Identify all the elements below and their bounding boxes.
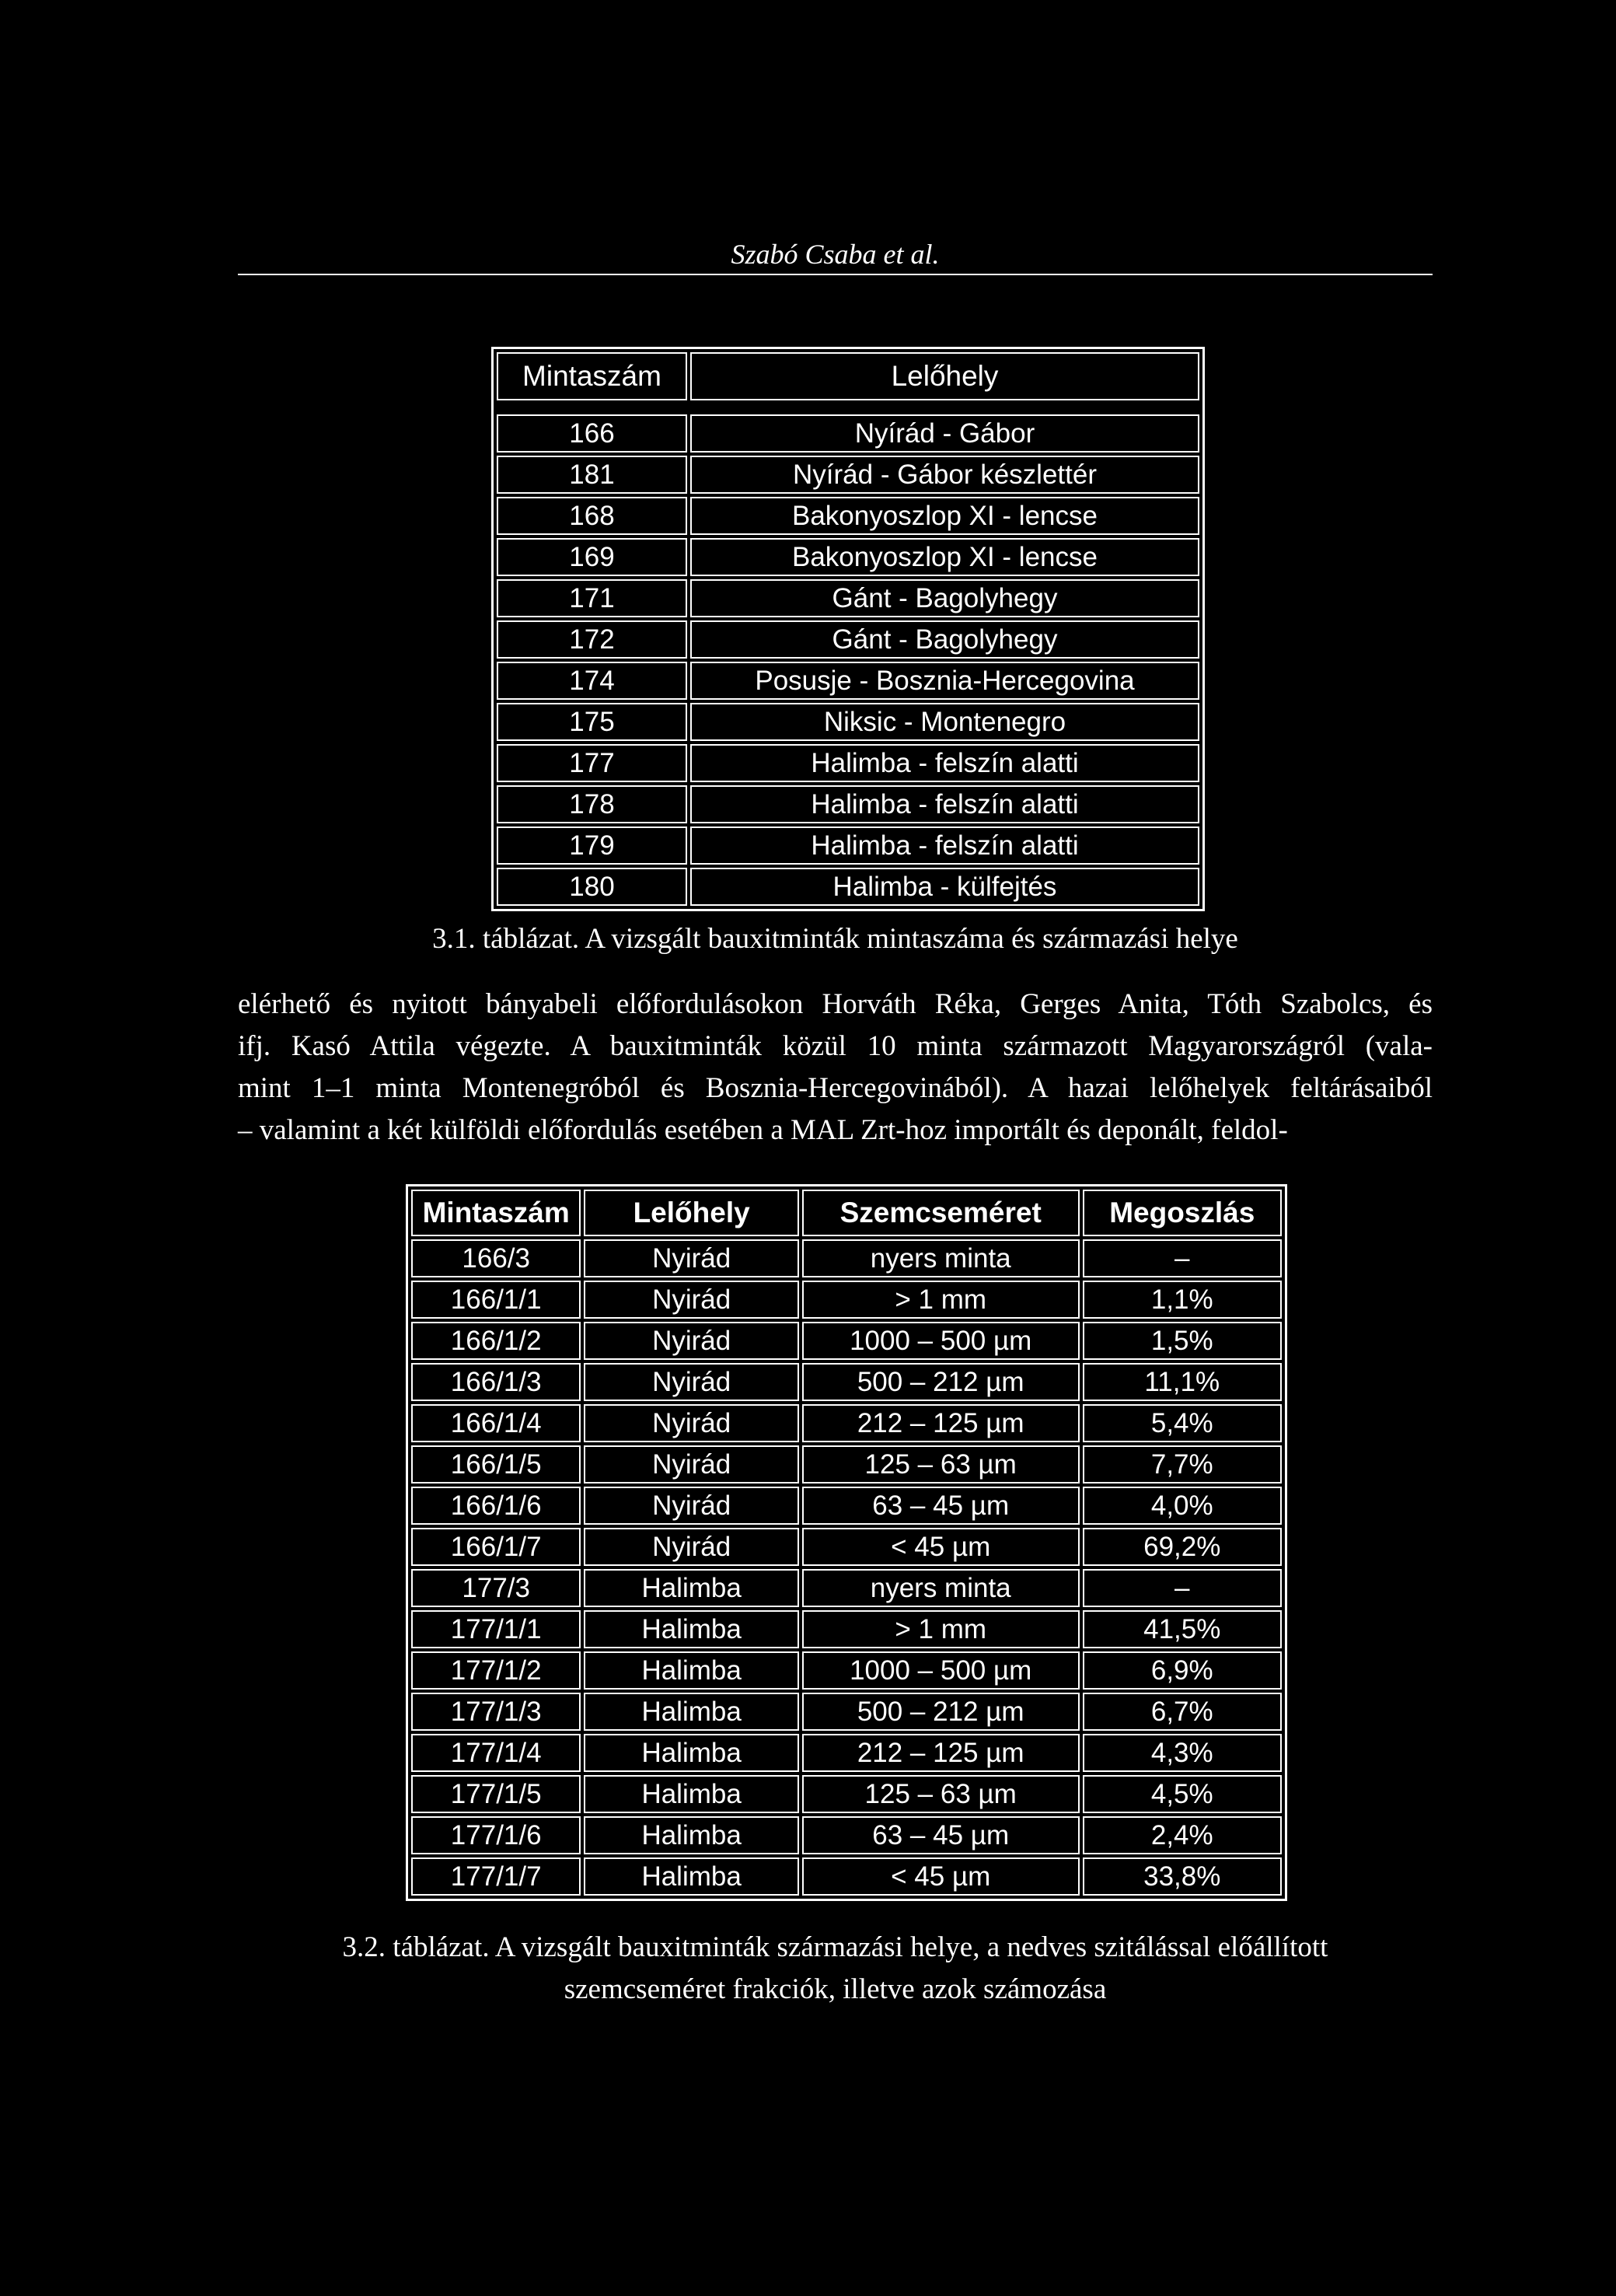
table-row [411, 1281, 1282, 1319]
body-paragraph [238, 984, 1433, 1151]
distribution-cell: 5,4% [1083, 1404, 1282, 1442]
grain-size-cell: 125 – 63 µm [802, 1775, 1080, 1813]
table-row [411, 1569, 1282, 1607]
sample-number-cell: 166/1/6 [411, 1487, 581, 1525]
table-row [497, 826, 1199, 865]
table-row [497, 662, 1199, 700]
table-row [497, 785, 1199, 823]
table-row [411, 1239, 1282, 1277]
caption-line: szemcseméret frakciók, illetve azok számozása [564, 1973, 1107, 2005]
table-row [497, 456, 1199, 494]
paragraph-line: – valamint a két külföldi előfordulás esetében a MAL Zrt-hoz importált és deponált, feldol- [238, 1114, 1288, 1146]
paragraph-line: elérhető és nyitott bányabeli előfordulásokon Horváth Réka, Gerges Anita, Tóth Szabolcs, és [238, 988, 1433, 1020]
table-row [497, 414, 1199, 453]
location-cell: Halimba [584, 1693, 798, 1731]
sample-number-cell: 172 [497, 620, 687, 659]
sample-number-cell: 181 [497, 456, 687, 494]
table-row [411, 1651, 1282, 1690]
location-cell: Nyírád - Gábor [690, 414, 1199, 453]
sample-number-cell: 177/1/5 [411, 1775, 581, 1813]
location-cell: Nyirád [584, 1281, 798, 1319]
location-cell: Halimba - külfejtés [690, 868, 1199, 906]
table-row [411, 1816, 1282, 1854]
header-spacer [497, 404, 1199, 411]
sample-number-cell: 177/1/2 [411, 1651, 581, 1690]
table-row [411, 1487, 1282, 1525]
column-header-distribution: Megoszlás [1083, 1190, 1282, 1236]
location-cell: Nyirád [584, 1528, 798, 1566]
running-header: Szabó Csaba et al. [238, 235, 1433, 275]
grain-size-cell: 63 – 45 µm [802, 1487, 1080, 1525]
grain-size-cell: < 45 µm [802, 1528, 1080, 1566]
sample-number-cell: 166/1/2 [411, 1322, 581, 1360]
column-header-sample-number: Mintaszám [497, 352, 687, 400]
location-cell: Nyirád [584, 1445, 798, 1483]
distribution-cell: 11,1% [1083, 1363, 1282, 1401]
sample-number-cell: 175 [497, 703, 687, 741]
table-row [411, 1610, 1282, 1648]
grain-size-cell: > 1 mm [802, 1281, 1080, 1319]
distribution-cell: 7,7% [1083, 1445, 1282, 1483]
table-row [411, 1445, 1282, 1483]
paragraph-line: ifj. Kasó Attila végezte. A bauxitminták közül 10 minta származott Magyarországról (vala- [238, 1030, 1433, 1062]
location-cell: Gánt - Bagolyhegy [690, 579, 1199, 617]
grain-size-cell: nyers minta [802, 1569, 1080, 1607]
sample-number-cell: 166/1/3 [411, 1363, 581, 1401]
distribution-cell: 41,5% [1083, 1610, 1282, 1648]
table-row [497, 497, 1199, 535]
distribution-cell: 1,5% [1083, 1322, 1282, 1360]
sample-number-cell: 166 [497, 414, 687, 453]
sample-number-cell: 177/1/1 [411, 1610, 581, 1648]
grain-size-cell: 500 – 212 µm [802, 1693, 1080, 1731]
distribution-cell: 6,9% [1083, 1651, 1282, 1690]
location-cell: Nyirád [584, 1322, 798, 1360]
table-row [411, 1404, 1282, 1442]
distribution-cell: 4,5% [1083, 1775, 1282, 1813]
distribution-cell: 4,3% [1083, 1734, 1282, 1772]
grain-size-cell: 212 – 125 µm [802, 1734, 1080, 1772]
distribution-cell: 33,8% [1083, 1857, 1282, 1896]
grain-size-cell: nyers minta [802, 1239, 1080, 1277]
column-header-location: Lelőhely [690, 352, 1199, 400]
table-row [411, 1857, 1282, 1896]
grain-size-cell: 212 – 125 µm [802, 1404, 1080, 1442]
distribution-cell: – [1083, 1239, 1282, 1277]
table-row [411, 1322, 1282, 1360]
column-header-sample-number: Mintaszám [411, 1190, 581, 1236]
location-cell: Niksic - Montenegro [690, 703, 1199, 741]
location-cell: Halimba - felszín alatti [690, 826, 1199, 865]
column-header-grain-size: Szemcseméret [802, 1190, 1080, 1236]
distribution-cell: – [1083, 1569, 1282, 1607]
table-row [497, 868, 1199, 906]
table-row [411, 1363, 1282, 1401]
distribution-cell: 69,2% [1083, 1528, 1282, 1566]
grain-size-cell: 1000 – 500 µm [802, 1651, 1080, 1690]
location-cell: Bakonyoszlop XI - lencse [690, 497, 1199, 535]
sample-number-cell: 166/1/1 [411, 1281, 581, 1319]
table2-caption [238, 1927, 1433, 2011]
location-cell: Halimba [584, 1816, 798, 1854]
grain-size-cell: 125 – 63 µm [802, 1445, 1080, 1483]
grain-size-table [406, 1184, 1287, 1901]
distribution-cell: 1,1% [1083, 1281, 1282, 1319]
grain-size-cell: > 1 mm [802, 1610, 1080, 1648]
location-cell: Nyirád [584, 1363, 798, 1401]
sample-number-cell: 177/1/4 [411, 1734, 581, 1772]
sample-number-cell: 177/1/3 [411, 1693, 581, 1731]
location-cell: Gánt - Bagolyhegy [690, 620, 1199, 659]
table-row [497, 579, 1199, 617]
grain-size-cell: 500 – 212 µm [802, 1363, 1080, 1401]
distribution-cell: 6,7% [1083, 1693, 1282, 1731]
distribution-cell: 4,0% [1083, 1487, 1282, 1525]
sample-number-cell: 171 [497, 579, 687, 617]
location-cell: Halimba [584, 1610, 798, 1648]
location-cell: Nyirád [584, 1404, 798, 1442]
table1-body [497, 414, 1199, 906]
column-header-location: Lelőhely [584, 1190, 798, 1236]
sample-number-cell: 166/3 [411, 1239, 581, 1277]
caption-line: 3.2. táblázat. A vizsgált bauxitminták származási helye, a nedves szitálással előállított [342, 1931, 1328, 1963]
sample-number-cell: 168 [497, 497, 687, 535]
sample-number-cell: 177/1/7 [411, 1857, 581, 1896]
table-row [411, 1734, 1282, 1772]
location-cell: Nyírád - Gábor készlettér [690, 456, 1199, 494]
sample-number-cell: 166/1/5 [411, 1445, 581, 1483]
grain-size-cell: < 45 µm [802, 1857, 1080, 1896]
paragraph-line: mint 1–1 minta Montenegróból és Bosznia-Hercegovinából). A hazai lelőhelyek feltárásaiból [238, 1072, 1433, 1104]
table-row [497, 703, 1199, 741]
sample-number-cell: 177/1/6 [411, 1816, 581, 1854]
location-cell: Halimba [584, 1857, 798, 1896]
grain-size-cell: 63 – 45 µm [802, 1816, 1080, 1854]
sample-number-cell: 179 [497, 826, 687, 865]
table1-caption: 3.1. táblázat. A vizsgált bauxitminták mintaszáma és származási helye [432, 923, 1238, 955]
distribution-cell: 2,4% [1083, 1816, 1282, 1854]
sample-number-cell: 166/1/7 [411, 1528, 581, 1566]
sample-number-cell: 177 [497, 744, 687, 782]
sample-location-table [491, 347, 1205, 911]
sample-number-cell: 177/3 [411, 1569, 581, 1607]
location-cell: Halimba - felszín alatti [690, 785, 1199, 823]
table-row [411, 1693, 1282, 1731]
location-cell: Halimba [584, 1775, 798, 1813]
location-cell: Nyirád [584, 1487, 798, 1525]
sample-number-cell: 178 [497, 785, 687, 823]
sample-number-cell: 166/1/4 [411, 1404, 581, 1442]
location-cell: Nyirád [584, 1239, 798, 1277]
table-row [497, 620, 1199, 659]
location-cell: Halimba [584, 1734, 798, 1772]
location-cell: Halimba [584, 1651, 798, 1690]
sample-number-cell: 180 [497, 868, 687, 906]
table-row [411, 1528, 1282, 1566]
location-cell: Posusje - Bosznia-Hercegovina [690, 662, 1199, 700]
table-row [411, 1775, 1282, 1813]
sample-number-cell: 174 [497, 662, 687, 700]
location-cell: Halimba [584, 1569, 798, 1607]
grain-size-cell: 1000 – 500 µm [802, 1322, 1080, 1360]
table2-body [411, 1239, 1282, 1896]
location-cell: Halimba - felszín alatti [690, 744, 1199, 782]
table-row [497, 538, 1199, 576]
table-row [497, 744, 1199, 782]
sample-number-cell: 169 [497, 538, 687, 576]
location-cell: Bakonyoszlop XI - lencse [690, 538, 1199, 576]
